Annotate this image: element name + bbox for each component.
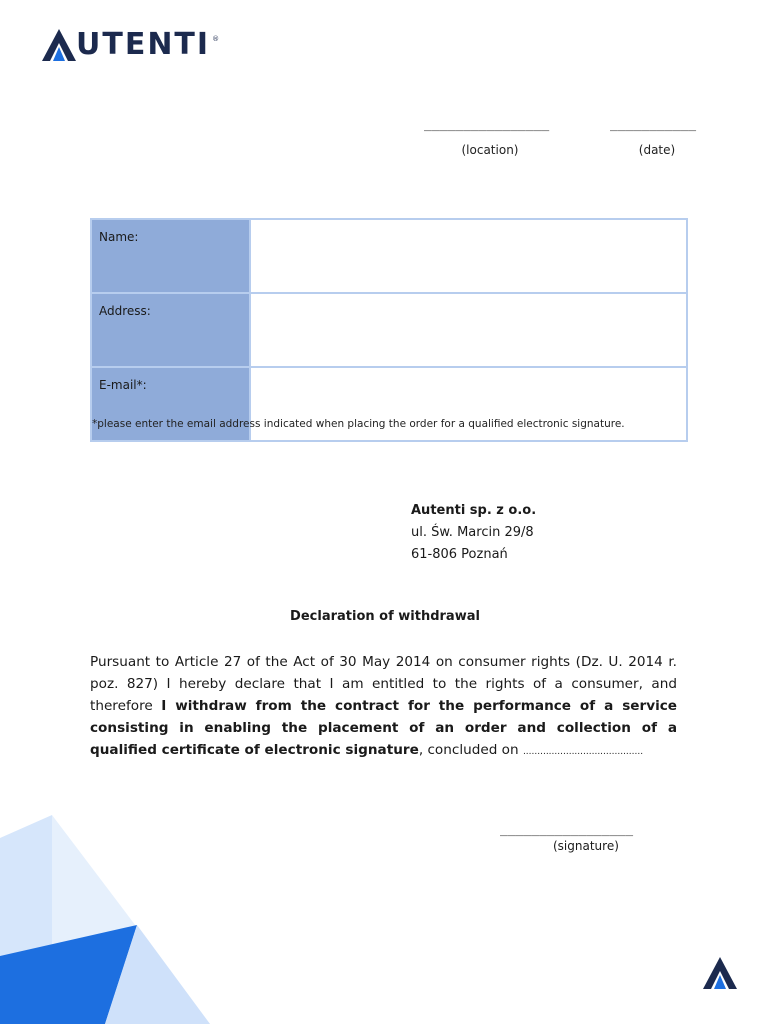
location-caption: (location) [461,143,519,157]
decorative-corner-shape [0,810,210,1024]
autenti-corner-icon [703,957,737,989]
table-row [91,219,687,293]
recipient-city: 61-806 Poznań [411,547,508,562]
address-field[interactable] [250,293,687,367]
date-caption: (date) [638,143,676,157]
email-footnote: *please enter the email address indicated when placing the order for a qualified electronic signature. [92,418,625,430]
date-blank: ___________ [610,117,697,132]
location-blank: ________________ [424,117,550,132]
conclusion-date-blank: .......................................... [522,747,644,757]
brand-name: UTENTI [76,27,211,62]
declaration-text-part1: Pursuant to Article 27 of the Act of 30 May 2014 on consumer rights (Dz. U. 2014 r. poz. 827) I hereby declare that I am entitled to the rights of a consumer, and therefore [90,654,677,714]
email-label: E-mail*: [91,367,250,441]
name-field[interactable] [250,219,687,293]
table-row [91,293,687,367]
address-label: Address: [91,293,250,367]
name-label: Name: [91,219,250,293]
declaration-body [90,651,677,763]
personal-data-table [90,218,688,442]
declaration-text-bold: I withdraw from the contract for the performance of a service consisting in enabling the placement of an order and collection of a qualified certificate of electronic signature [90,698,678,758]
autenti-a-mark-icon [42,29,76,61]
declaration-text-part2: , concluded on [418,742,523,758]
registered-mark: ® [212,35,220,43]
signature-caption: (signature) [553,839,619,853]
signature-blank: _________________ [500,822,634,837]
autenti-logo [42,29,219,61]
recipient-address [411,500,536,566]
recipient-street: ul. Św. Marcin 29/8 [411,525,534,540]
recipient-company: Autenti sp. z o.o. [411,503,537,518]
declaration-title: Declaration of withdrawal [290,609,480,624]
